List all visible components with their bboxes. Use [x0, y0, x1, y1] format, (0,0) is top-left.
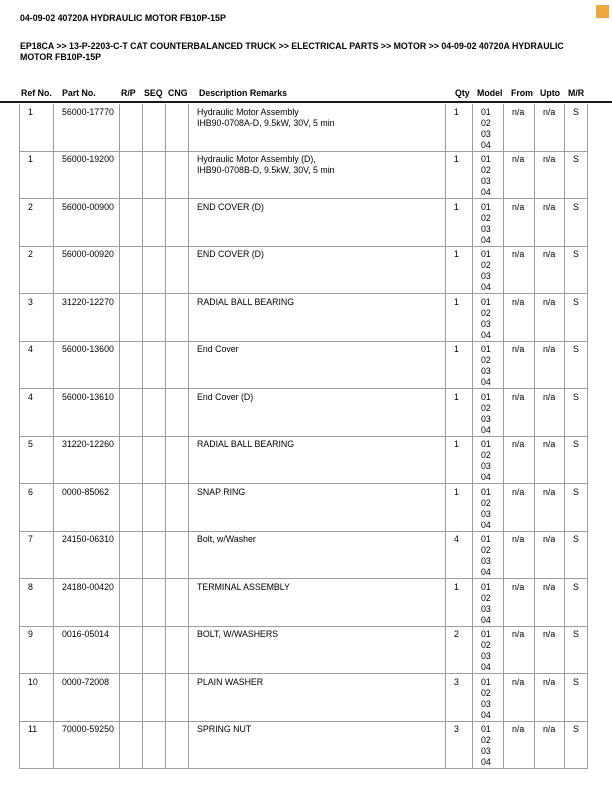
- column-header-model: Model: [477, 88, 503, 98]
- model-line: 01: [481, 581, 491, 592]
- qty-cell: 1: [446, 199, 473, 247]
- cng-cell: [166, 531, 189, 579]
- model-line: 01: [481, 629, 491, 639]
- model-cell: [473, 436, 504, 484]
- qty-cell: 1: [446, 341, 473, 389]
- upto-cell: n/a: [535, 721, 565, 769]
- part-no-cell: 31220-12270: [54, 294, 120, 342]
- model-cell: [473, 531, 504, 579]
- model-line: 04: [481, 329, 491, 340]
- table-row: [20, 199, 588, 247]
- column-header-mr: M/R: [568, 88, 585, 98]
- model-line: 02: [481, 497, 491, 508]
- rp-cell: [120, 626, 143, 674]
- model-line: 01: [481, 439, 491, 449]
- part-no-cell: 56000-00900: [54, 199, 120, 247]
- description-line: TERMINAL ASSEMBLY: [197, 581, 290, 592]
- upto-cell: n/a: [535, 484, 565, 532]
- ref-no-cell: 4: [20, 341, 54, 389]
- rp-cell: [120, 199, 143, 247]
- model-line: 04: [481, 377, 491, 387]
- model-line: 04: [481, 567, 491, 577]
- table-row: [20, 151, 588, 199]
- mr-cell: S: [565, 626, 588, 674]
- upto-cell: n/a: [535, 294, 565, 342]
- mr-cell: S: [565, 199, 588, 247]
- part-no-cell: 0000-72008: [54, 674, 120, 722]
- model-line: 03: [481, 128, 491, 139]
- column-header-seq: SEQ: [144, 88, 163, 98]
- cng-cell: [166, 104, 189, 151]
- qty-cell: 1: [446, 389, 473, 437]
- model-line: 03: [481, 508, 491, 519]
- model-line: 02: [481, 117, 491, 128]
- model-line: 02: [481, 402, 491, 413]
- model-cell: [473, 246, 504, 294]
- table-row: [20, 436, 588, 484]
- model-line: 04: [481, 757, 491, 767]
- description-line: IHB90-0708B-D, 9.5kW, 30V, 5 min: [197, 165, 335, 175]
- model-line: 04: [481, 662, 491, 672]
- table-row: [20, 294, 588, 342]
- mr-cell: S: [565, 341, 588, 389]
- qty-cell: 1: [446, 151, 473, 199]
- model-line: 02: [481, 260, 491, 270]
- ref-no-cell: 3: [20, 294, 54, 342]
- description-cell: [189, 294, 446, 342]
- qty-cell: 1: [446, 579, 473, 627]
- from-cell: n/a: [504, 389, 535, 437]
- table-row: [20, 389, 588, 437]
- mr-cell: S: [565, 151, 588, 199]
- description-cell: [189, 151, 446, 199]
- rp-cell: [120, 104, 143, 151]
- cng-cell: [166, 246, 189, 294]
- qty-cell: 1: [446, 104, 473, 151]
- upto-cell: n/a: [535, 579, 565, 627]
- model-line: 03: [481, 651, 491, 661]
- from-cell: n/a: [504, 531, 535, 579]
- part-no-cell: 0016-05014: [54, 626, 120, 674]
- model-cell: [473, 151, 504, 199]
- rp-cell: [120, 721, 143, 769]
- parts-table: [19, 104, 588, 769]
- model-line: 03: [481, 461, 491, 471]
- description-cell: [189, 199, 446, 247]
- description-line: SNAP RING: [197, 486, 246, 497]
- qty-cell: 4: [446, 531, 473, 579]
- upto-cell: n/a: [535, 389, 565, 437]
- from-cell: n/a: [504, 246, 535, 294]
- column-header-part-no: Part No.: [62, 88, 96, 98]
- model-cell: [473, 484, 504, 532]
- ref-no-cell: 1: [20, 151, 54, 199]
- model-line: 04: [481, 614, 491, 625]
- qty-cell: 1: [446, 484, 473, 532]
- from-cell: n/a: [504, 199, 535, 247]
- part-no-cell: 70000-59250: [54, 721, 120, 769]
- description-line: Hydraulic Motor Assembly (D),: [197, 154, 316, 164]
- from-cell: n/a: [504, 721, 535, 769]
- part-no-cell: 56000-13600: [54, 341, 120, 389]
- cng-cell: [166, 294, 189, 342]
- cng-cell: [166, 484, 189, 532]
- model-line: 01: [481, 486, 491, 497]
- seq-cell: [143, 626, 166, 674]
- header-rule: [0, 101, 612, 103]
- from-cell: n/a: [504, 294, 535, 342]
- qty-cell: 1: [446, 246, 473, 294]
- seq-cell: [143, 294, 166, 342]
- mr-cell: S: [565, 484, 588, 532]
- description-cell: [189, 246, 446, 294]
- mr-cell: S: [565, 579, 588, 627]
- cng-cell: [166, 199, 189, 247]
- column-header-ref-no: Ref No.: [21, 88, 52, 98]
- description-line: IHB90-0708A-D, 9.5kW, 30V, 5 min: [197, 117, 335, 128]
- seq-cell: [143, 246, 166, 294]
- model-line: 02: [481, 640, 491, 650]
- model-line: 01: [481, 201, 491, 212]
- upto-cell: n/a: [535, 246, 565, 294]
- ref-no-cell: 1: [20, 104, 54, 151]
- rp-cell: [120, 151, 143, 199]
- seq-cell: [143, 389, 166, 437]
- cng-cell: [166, 151, 189, 199]
- description-cell: [189, 579, 446, 627]
- description-line: END COVER (D): [197, 249, 264, 259]
- ref-no-cell: 2: [20, 199, 54, 247]
- model-line: 03: [481, 271, 491, 281]
- ref-no-cell: 9: [20, 626, 54, 674]
- from-cell: n/a: [504, 341, 535, 389]
- part-no-cell: 56000-17770: [54, 104, 120, 151]
- model-cell: [473, 389, 504, 437]
- description-line: Hydraulic Motor Assembly: [197, 106, 299, 117]
- parts-table-body: [20, 104, 588, 769]
- cng-cell: [166, 341, 189, 389]
- model-line: 02: [481, 165, 491, 175]
- cng-cell: [166, 436, 189, 484]
- mr-cell: S: [565, 294, 588, 342]
- cng-cell: [166, 674, 189, 722]
- model-line: 02: [481, 687, 491, 698]
- seq-cell: [143, 674, 166, 722]
- from-cell: n/a: [504, 579, 535, 627]
- upto-cell: n/a: [535, 436, 565, 484]
- model-line: 03: [481, 556, 491, 566]
- description-cell: [189, 674, 446, 722]
- table-row: [20, 246, 588, 294]
- seq-cell: [143, 484, 166, 532]
- part-no-cell: 31220-12260: [54, 436, 120, 484]
- breadcrumb: EP18CA >> 13-P-2203-C-T CAT COUNTERBALANCED TRUCK >> ELECTRICAL PARTS >> MOTOR >> 04-09-02 40720A HYDRAULIC MOTOR FB10P-15P: [20, 41, 564, 62]
- model-line: 04: [481, 472, 491, 482]
- rp-cell: [120, 579, 143, 627]
- description-line: End Cover: [197, 344, 239, 354]
- table-row: [20, 531, 588, 579]
- rp-cell: [120, 294, 143, 342]
- model-line: 01: [481, 534, 491, 544]
- rp-cell: [120, 341, 143, 389]
- page-title: 04-09-02 40720A HYDRAULIC MOTOR FB10P-15P: [20, 13, 226, 23]
- model-line: 02: [481, 450, 491, 460]
- description-cell: [189, 626, 446, 674]
- model-line: 03: [481, 366, 491, 376]
- model-cell: [473, 674, 504, 722]
- description-cell: [189, 436, 446, 484]
- model-line: 04: [481, 139, 491, 150]
- table-row: [20, 579, 588, 627]
- column-header-rp: R/P: [121, 88, 136, 98]
- model-line: 03: [481, 176, 491, 186]
- upto-cell: n/a: [535, 199, 565, 247]
- model-line: 01: [481, 724, 491, 734]
- description-line: End Cover (D): [197, 391, 254, 402]
- seq-cell: [143, 721, 166, 769]
- table-row: [20, 341, 588, 389]
- model-cell: [473, 199, 504, 247]
- page-marker: [596, 5, 609, 18]
- description-cell: [189, 484, 446, 532]
- upto-cell: n/a: [535, 151, 565, 199]
- from-cell: n/a: [504, 626, 535, 674]
- model-line: 02: [481, 735, 491, 745]
- description-line: PLAIN WASHER: [197, 676, 264, 687]
- from-cell: n/a: [504, 436, 535, 484]
- model-line: 03: [481, 413, 491, 424]
- model-cell: [473, 341, 504, 389]
- model-cell: [473, 579, 504, 627]
- description-line: RADIAL BALL BEARING: [197, 296, 295, 307]
- upto-cell: n/a: [535, 104, 565, 151]
- seq-cell: [143, 531, 166, 579]
- upto-cell: n/a: [535, 531, 565, 579]
- mr-cell: S: [565, 674, 588, 722]
- model-line: 01: [481, 344, 491, 354]
- from-cell: n/a: [504, 104, 535, 151]
- column-header-cng: CNG: [168, 88, 188, 98]
- table-row: [20, 626, 588, 674]
- mr-cell: S: [565, 531, 588, 579]
- model-line: 02: [481, 212, 491, 223]
- table-row: [20, 674, 588, 722]
- model-line: 04: [481, 282, 491, 292]
- rp-cell: [120, 389, 143, 437]
- table-row: [20, 721, 588, 769]
- description-line: BOLT, W/WASHERS: [197, 629, 279, 639]
- upto-cell: n/a: [535, 626, 565, 674]
- part-no-cell: 56000-00920: [54, 246, 120, 294]
- mr-cell: S: [565, 104, 588, 151]
- model-line: 02: [481, 592, 491, 603]
- description-line: SPRING NUT: [197, 724, 252, 734]
- description-cell: [189, 721, 446, 769]
- model-line: 01: [481, 296, 491, 307]
- qty-cell: 3: [446, 721, 473, 769]
- model-line: 03: [481, 318, 491, 329]
- part-no-cell: 24150-06310: [54, 531, 120, 579]
- rp-cell: [120, 531, 143, 579]
- seq-cell: [143, 199, 166, 247]
- ref-no-cell: 6: [20, 484, 54, 532]
- model-line: 04: [481, 187, 491, 197]
- model-line: 03: [481, 223, 491, 234]
- model-cell: [473, 104, 504, 151]
- description-cell: [189, 389, 446, 437]
- cng-cell: [166, 389, 189, 437]
- column-header-upto: Upto: [540, 88, 561, 98]
- description-line: RADIAL BALL BEARING: [197, 439, 295, 449]
- mr-cell: S: [565, 389, 588, 437]
- ref-no-cell: 8: [20, 579, 54, 627]
- seq-cell: [143, 579, 166, 627]
- column-header-description: Description Remarks: [199, 88, 288, 98]
- mr-cell: S: [565, 246, 588, 294]
- seq-cell: [143, 104, 166, 151]
- model-line: 01: [481, 249, 491, 259]
- mr-cell: S: [565, 436, 588, 484]
- rp-cell: [120, 484, 143, 532]
- rp-cell: [120, 246, 143, 294]
- part-no-cell: 56000-19200: [54, 151, 120, 199]
- ref-no-cell: 10: [20, 674, 54, 722]
- seq-cell: [143, 341, 166, 389]
- upto-cell: n/a: [535, 341, 565, 389]
- model-line: 04: [481, 424, 491, 435]
- rp-cell: [120, 674, 143, 722]
- table-column-headers: [0, 88, 612, 100]
- description-cell: [189, 341, 446, 389]
- from-cell: n/a: [504, 484, 535, 532]
- model-line: 04: [481, 519, 491, 530]
- seq-cell: [143, 436, 166, 484]
- model-cell: [473, 626, 504, 674]
- description-cell: [189, 531, 446, 579]
- from-cell: n/a: [504, 151, 535, 199]
- ref-no-cell: 2: [20, 246, 54, 294]
- model-cell: [473, 721, 504, 769]
- model-line: 02: [481, 545, 491, 555]
- cng-cell: [166, 626, 189, 674]
- mr-cell: S: [565, 721, 588, 769]
- rp-cell: [120, 436, 143, 484]
- table-row: [20, 104, 588, 151]
- qty-cell: 3: [446, 674, 473, 722]
- description-cell: [189, 104, 446, 151]
- model-line: 01: [481, 154, 491, 164]
- column-header-from: From: [511, 88, 533, 98]
- model-line: 03: [481, 698, 491, 709]
- ref-no-cell: 7: [20, 531, 54, 579]
- description-line: END COVER (D): [197, 201, 264, 212]
- column-header-qty: Qty: [455, 88, 470, 98]
- part-no-cell: 0000-85062: [54, 484, 120, 532]
- cng-cell: [166, 721, 189, 769]
- model-cell: [473, 294, 504, 342]
- qty-cell: 1: [446, 294, 473, 342]
- model-line: 03: [481, 603, 491, 614]
- model-line: 04: [481, 709, 491, 720]
- model-line: 04: [481, 234, 491, 245]
- model-line: 03: [481, 746, 491, 756]
- model-line: 02: [481, 355, 491, 365]
- model-line: 01: [481, 676, 491, 687]
- from-cell: n/a: [504, 674, 535, 722]
- model-line: 01: [481, 391, 491, 402]
- part-no-cell: 56000-13610: [54, 389, 120, 437]
- seq-cell: [143, 151, 166, 199]
- description-line: Bolt, w/Washer: [197, 534, 256, 544]
- table-row: [20, 484, 588, 532]
- qty-cell: 2: [446, 626, 473, 674]
- ref-no-cell: 5: [20, 436, 54, 484]
- cng-cell: [166, 579, 189, 627]
- model-line: 02: [481, 307, 491, 318]
- upto-cell: n/a: [535, 674, 565, 722]
- part-no-cell: 24180-00420: [54, 579, 120, 627]
- ref-no-cell: 4: [20, 389, 54, 437]
- model-line: 01: [481, 106, 491, 117]
- ref-no-cell: 11: [20, 721, 54, 769]
- qty-cell: 1: [446, 436, 473, 484]
